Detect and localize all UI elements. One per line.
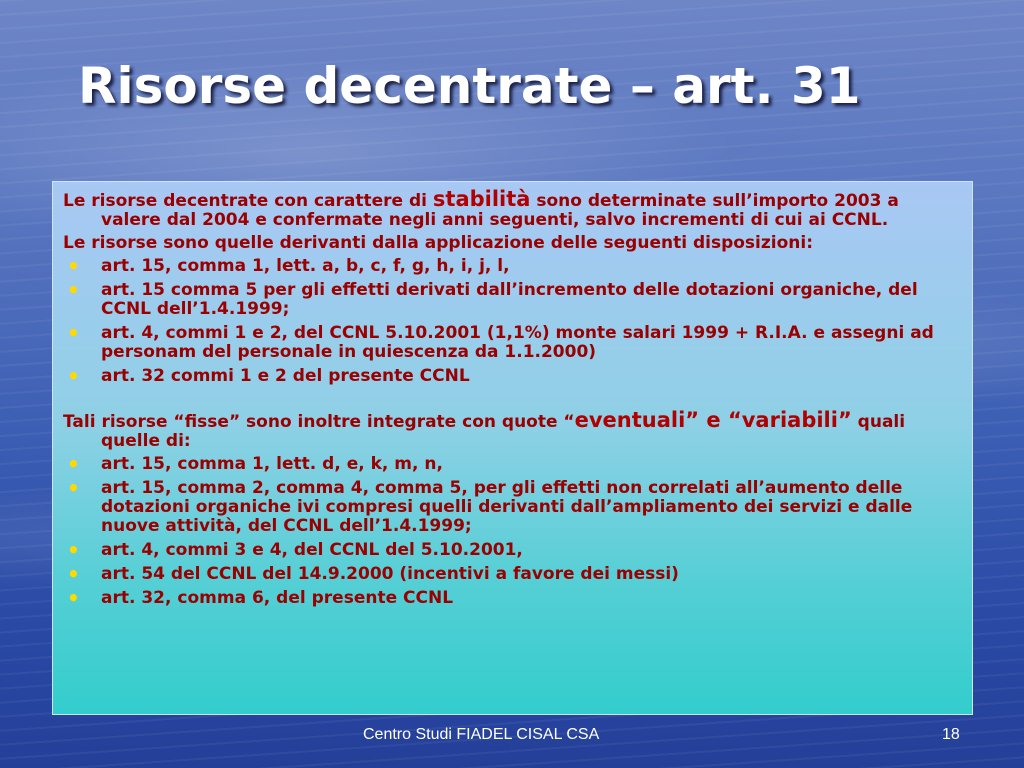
bullet-icon: • <box>67 538 80 562</box>
bullet-icon: • <box>67 321 80 345</box>
stability-text-before: Le risorse decentrate con carattere di <box>63 191 433 211</box>
list-item <box>63 562 960 586</box>
bullet-icon: • <box>67 586 80 610</box>
bullet-icon: • <box>67 476 80 500</box>
list-item-text: art. 32, comma 6, del presente CCNL <box>101 588 454 608</box>
list-item <box>63 364 960 388</box>
stability-paragraph <box>63 187 960 230</box>
list-item-text: art. 15, comma 1, lett. a, b, c, f, g, h, i, j, l, <box>101 256 510 276</box>
list-item-text: art. 4, commi 1 e 2, del CCNL 5.10.2001 (1,1%) monte salari 1999 + R.I.A. e assegni ad personam del personale in quiescenza da 1.1.2000) <box>101 323 934 362</box>
list-item <box>63 254 960 278</box>
list-item <box>63 321 960 362</box>
stability-emphasis: stabilità <box>432 187 531 211</box>
fixed-resources-list <box>63 254 960 388</box>
variable-resources-list <box>63 452 960 610</box>
content-box <box>52 181 973 715</box>
list-item-text: art. 15, comma 1, lett. d, e, k, m, n, <box>101 454 443 474</box>
list-item-text: art. 15 comma 5 per gli effetti derivati dall’incremento delle dotazioni organiche, del CCNL dell’1.4.1999; <box>101 280 918 319</box>
bullet-icon: • <box>67 562 80 586</box>
list-item <box>63 476 960 536</box>
list-item-text: art. 32 commi 1 e 2 del presente CCNL <box>101 366 470 386</box>
list-item <box>63 586 960 610</box>
bullet-icon: • <box>67 364 80 388</box>
bullet-icon: • <box>67 254 80 278</box>
bullet-icon: • <box>67 278 80 302</box>
variable-text-before: Tali risorse “fisse” sono inoltre integrate con quote “ <box>63 412 575 432</box>
list-item-text: art. 15, comma 2, comma 4, comma 5, per gli effetti non correlati all’aumento delle dotazioni organiche ivi compresi quelli derivanti dall’ampliamento dei servizi e dalle nuove attività, del CCNL dell’1.4.1999; <box>101 478 913 536</box>
bullet-icon: • <box>67 452 80 476</box>
stability-text-after: sono determinate sull’importo 2003 a valere dal 2004 e confermate negli anni seguenti, salvo incrementi di cui ai CCNL. <box>101 191 899 230</box>
slide-title: Risorse decentrate – art. 31 <box>78 57 861 115</box>
page-number: 18 <box>942 726 960 743</box>
footer-text: Centro Studi FIADEL CISAL CSA <box>363 726 600 743</box>
list-item-text: art. 4, commi 3 e 4, del CCNL del 5.10.2001, <box>101 540 523 560</box>
list-item-text: art. 54 del CCNL del 14.9.2000 (incentivi a favore dei messi) <box>101 564 679 584</box>
variable-text-after: quali quelle di: <box>101 412 906 451</box>
list-item <box>63 278 960 319</box>
variable-intro <box>63 408 960 451</box>
variable-emphasis: eventuali” e “variabili” <box>574 408 852 432</box>
list-item <box>63 452 960 476</box>
list-item <box>63 538 960 562</box>
sources-intro: Le risorse sono quelle derivanti dalla applicazione delle seguenti disposizioni: <box>63 233 813 253</box>
